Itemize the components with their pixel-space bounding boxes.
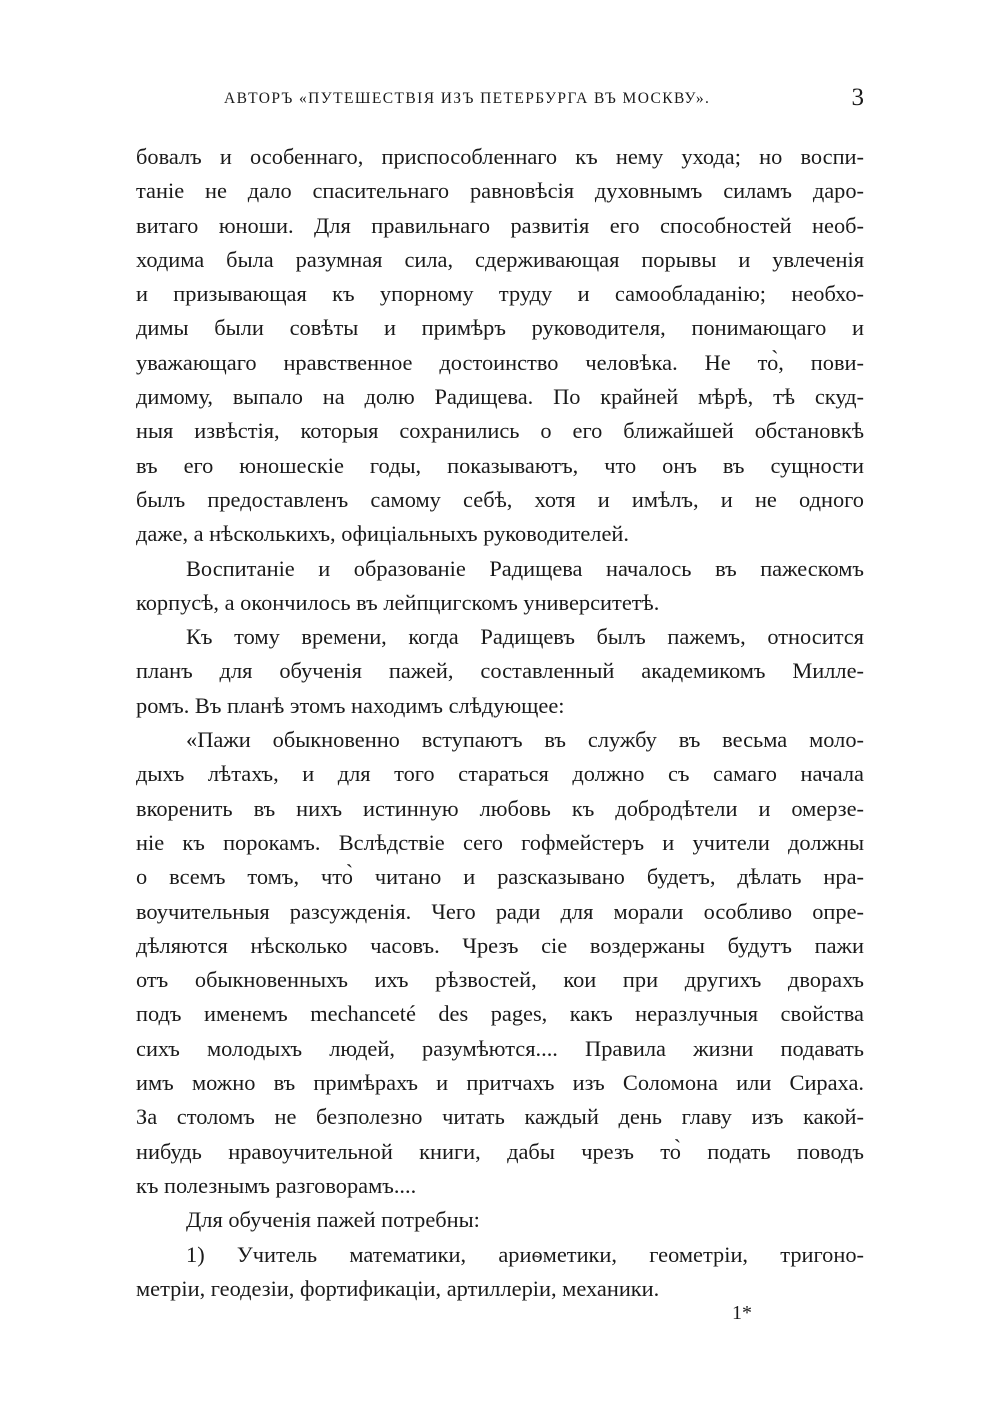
running-header [136, 86, 864, 116]
text-line: ромъ. Въ планѣ этомъ находимъ слѣдующее: [136, 692, 565, 718]
page-number: 3 [851, 84, 864, 111]
text-line: метріи, геодезіи, фортификаціи, артиллеріи, механики. [136, 1275, 660, 1301]
text-line: бовалъ и особеннаго, приспособленнаго къ нему ухода; но воспи- [136, 144, 864, 169]
text-line: вкоренить въ нихъ истинную любовь къ добродѣтели и омерзе- [136, 795, 864, 821]
text-line: ныя извѣстія, которыя сохранились о его ближайшей обстановкѣ [136, 418, 864, 444]
text-line: корпусѣ, а окончилось въ лейпцигскомъ университетѣ. [136, 589, 660, 615]
text-line: таніе не дало спасительнаго равновѣсія духовнымъ силамъ даро- [136, 178, 864, 204]
signature-mark: 1* [732, 1302, 752, 1324]
text-line: уважающаго нравственное достоинство человѣка. Не то̀, пови- [136, 349, 864, 375]
body-text [136, 140, 864, 1306]
text-line: въ его юношескіе годы, показываютъ, что онъ въ сущности [136, 452, 864, 478]
text-line: За столомъ не безполезно читать каждый день главу изъ какой- [136, 1104, 864, 1130]
text-line: отъ обыкновенныхъ ихъ рѣзвостей, кои при другихъ дворахъ [136, 967, 864, 993]
text-line: ходима была разумная сила, сдерживающая порывы и увлеченія [136, 246, 864, 272]
text-line: Къ тому времени, когда Радищевъ былъ пажемъ, относится [186, 624, 864, 650]
text-line: Для обученія пажей потребны: [186, 1207, 480, 1233]
text-line: воучительныя разсужденія. Чего ради для морали особливо опре- [136, 898, 864, 924]
text-line: былъ предоставленъ самому себѣ, хотя и имѣлъ, и не одного [136, 486, 864, 512]
text-line: Воспитаніе и образованіе Радищева началось въ пажескомъ [186, 555, 864, 581]
text-line: даже, а нѣсколькихъ, офиціальныхъ руководителей. [136, 521, 629, 547]
running-title: АВТОРЪ «ПУТЕШЕСТВІЯ ИЗЪ ПЕТЕРБУРГА ВЪ МОСКВУ». [224, 90, 711, 107]
text-line: и призывающая къ упорному труду и самообладанію; необхо- [136, 281, 864, 307]
text-line: «Пажи обыкновенно вступаютъ въ службу въ весьма моло- [186, 727, 864, 753]
text-line: дыхъ лѣтахъ, и для того стараться должно съ самаго начала [136, 761, 864, 787]
text-line: сихъ молодыхъ людей, разумѣются.... Правила жизни подавать [136, 1035, 864, 1061]
text-line: подъ именемъ mechanceté des pages, какъ неразлучныя свойства [136, 1001, 864, 1027]
text-line: дѣляются нѣсколько часовъ. Чрезъ сіе воздержаны будутъ пажи [136, 932, 864, 958]
text-line: о всемъ томъ, что̀ читано и разсказывано будетъ, дѣлать нра- [136, 864, 864, 890]
text-line: имъ можно въ примѣрахъ и притчахъ изъ Соломона или Сираха. [136, 1070, 864, 1096]
text-line: къ полезнымъ разговорамъ.... [136, 1172, 417, 1198]
text-line: нибудь нравоучительной книги, дабы чрезъ то̀ подать поводъ [136, 1138, 864, 1164]
text-line: витаго юноши. Для правильнаго развитія его способностей необ- [136, 212, 864, 238]
text-line: 1) Учитель математики, ариѳметики, геометріи, тригоно- [186, 1241, 864, 1267]
text-line: димому, выпало на долю Радищева. По крайней мѣрѣ, тѣ скуд- [136, 384, 864, 410]
text-line: планъ для обученія пажей, составленный академикомъ Милле- [136, 658, 864, 684]
text-line: димы были совѣты и примѣръ руководителя, понимающаго и [136, 315, 864, 341]
text-line: ніе къ порокамъ. Вслѣдствіе сего гофмейстеръ и учители должны [136, 829, 864, 855]
